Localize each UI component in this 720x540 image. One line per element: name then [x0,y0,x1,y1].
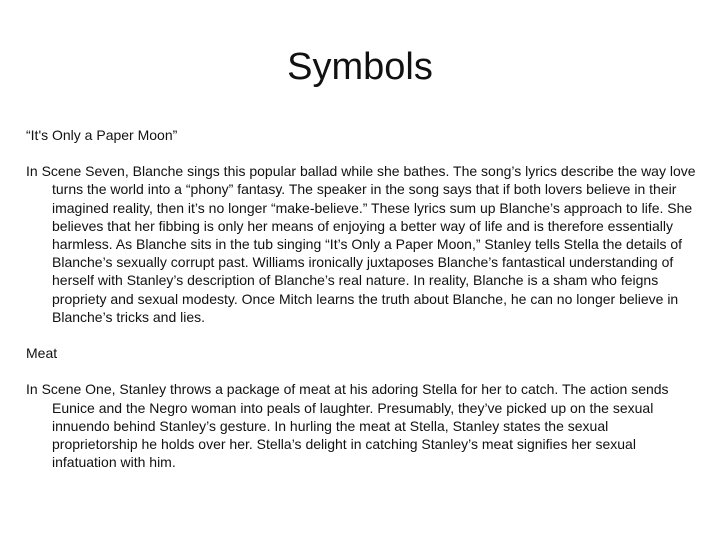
spacer [26,362,696,380]
slide-title: Symbols [287,46,433,88]
section-heading-paper-moon: “It's Only a Paper Moon” [26,127,178,143]
slide-body [26,126,696,471]
spacer [26,144,696,162]
spacer [26,326,696,344]
section-paragraph-meat: In Scene One, Stanley throws a package of meat at his adoring Stella for her to catch. The action sends Eunice and the Negro woman into peals of laughter. Presumably, they’ve picked up on the sexual innuendo behind Stanley’s gesture. In hurling the meat at Stella, Stanley states the sexual proprietorship he holds over her. Stella’s delight in catching Stanley’s meat signifies her sexual infatuation with him. [26,381,669,471]
section-paragraph-paper-moon: In Scene Seven, Blanche sings this popular ballad while she bathes. The song’s lyrics describe the way love turns the world into a “phony” fantasy. The speaker in the song says that if both lovers believe in their imagined reality, then it’s no longer “make-believe.” These lyrics sum up Blanche’s approach to life. She believes that her fibbing is only her means of enjoying a better way of life and is therefore essentially harmless. As Blanche sits in the tub singing “It’s Only a Paper Moon,” Stanley tells Stella the details of Blanche’s sexually corrupt past. Williams ironically juxtaposes Blanche’s fantastical understanding of herself with Stanley’s description of Blanche’s real nature. In reality, Blanche is a sham who feigns propriety and sexual modesty. Once Mitch learns the truth about Blanche, he can no longer believe in Blanche’s tricks and lies. [26,163,696,325]
section-heading-meat: Meat [26,345,58,362]
